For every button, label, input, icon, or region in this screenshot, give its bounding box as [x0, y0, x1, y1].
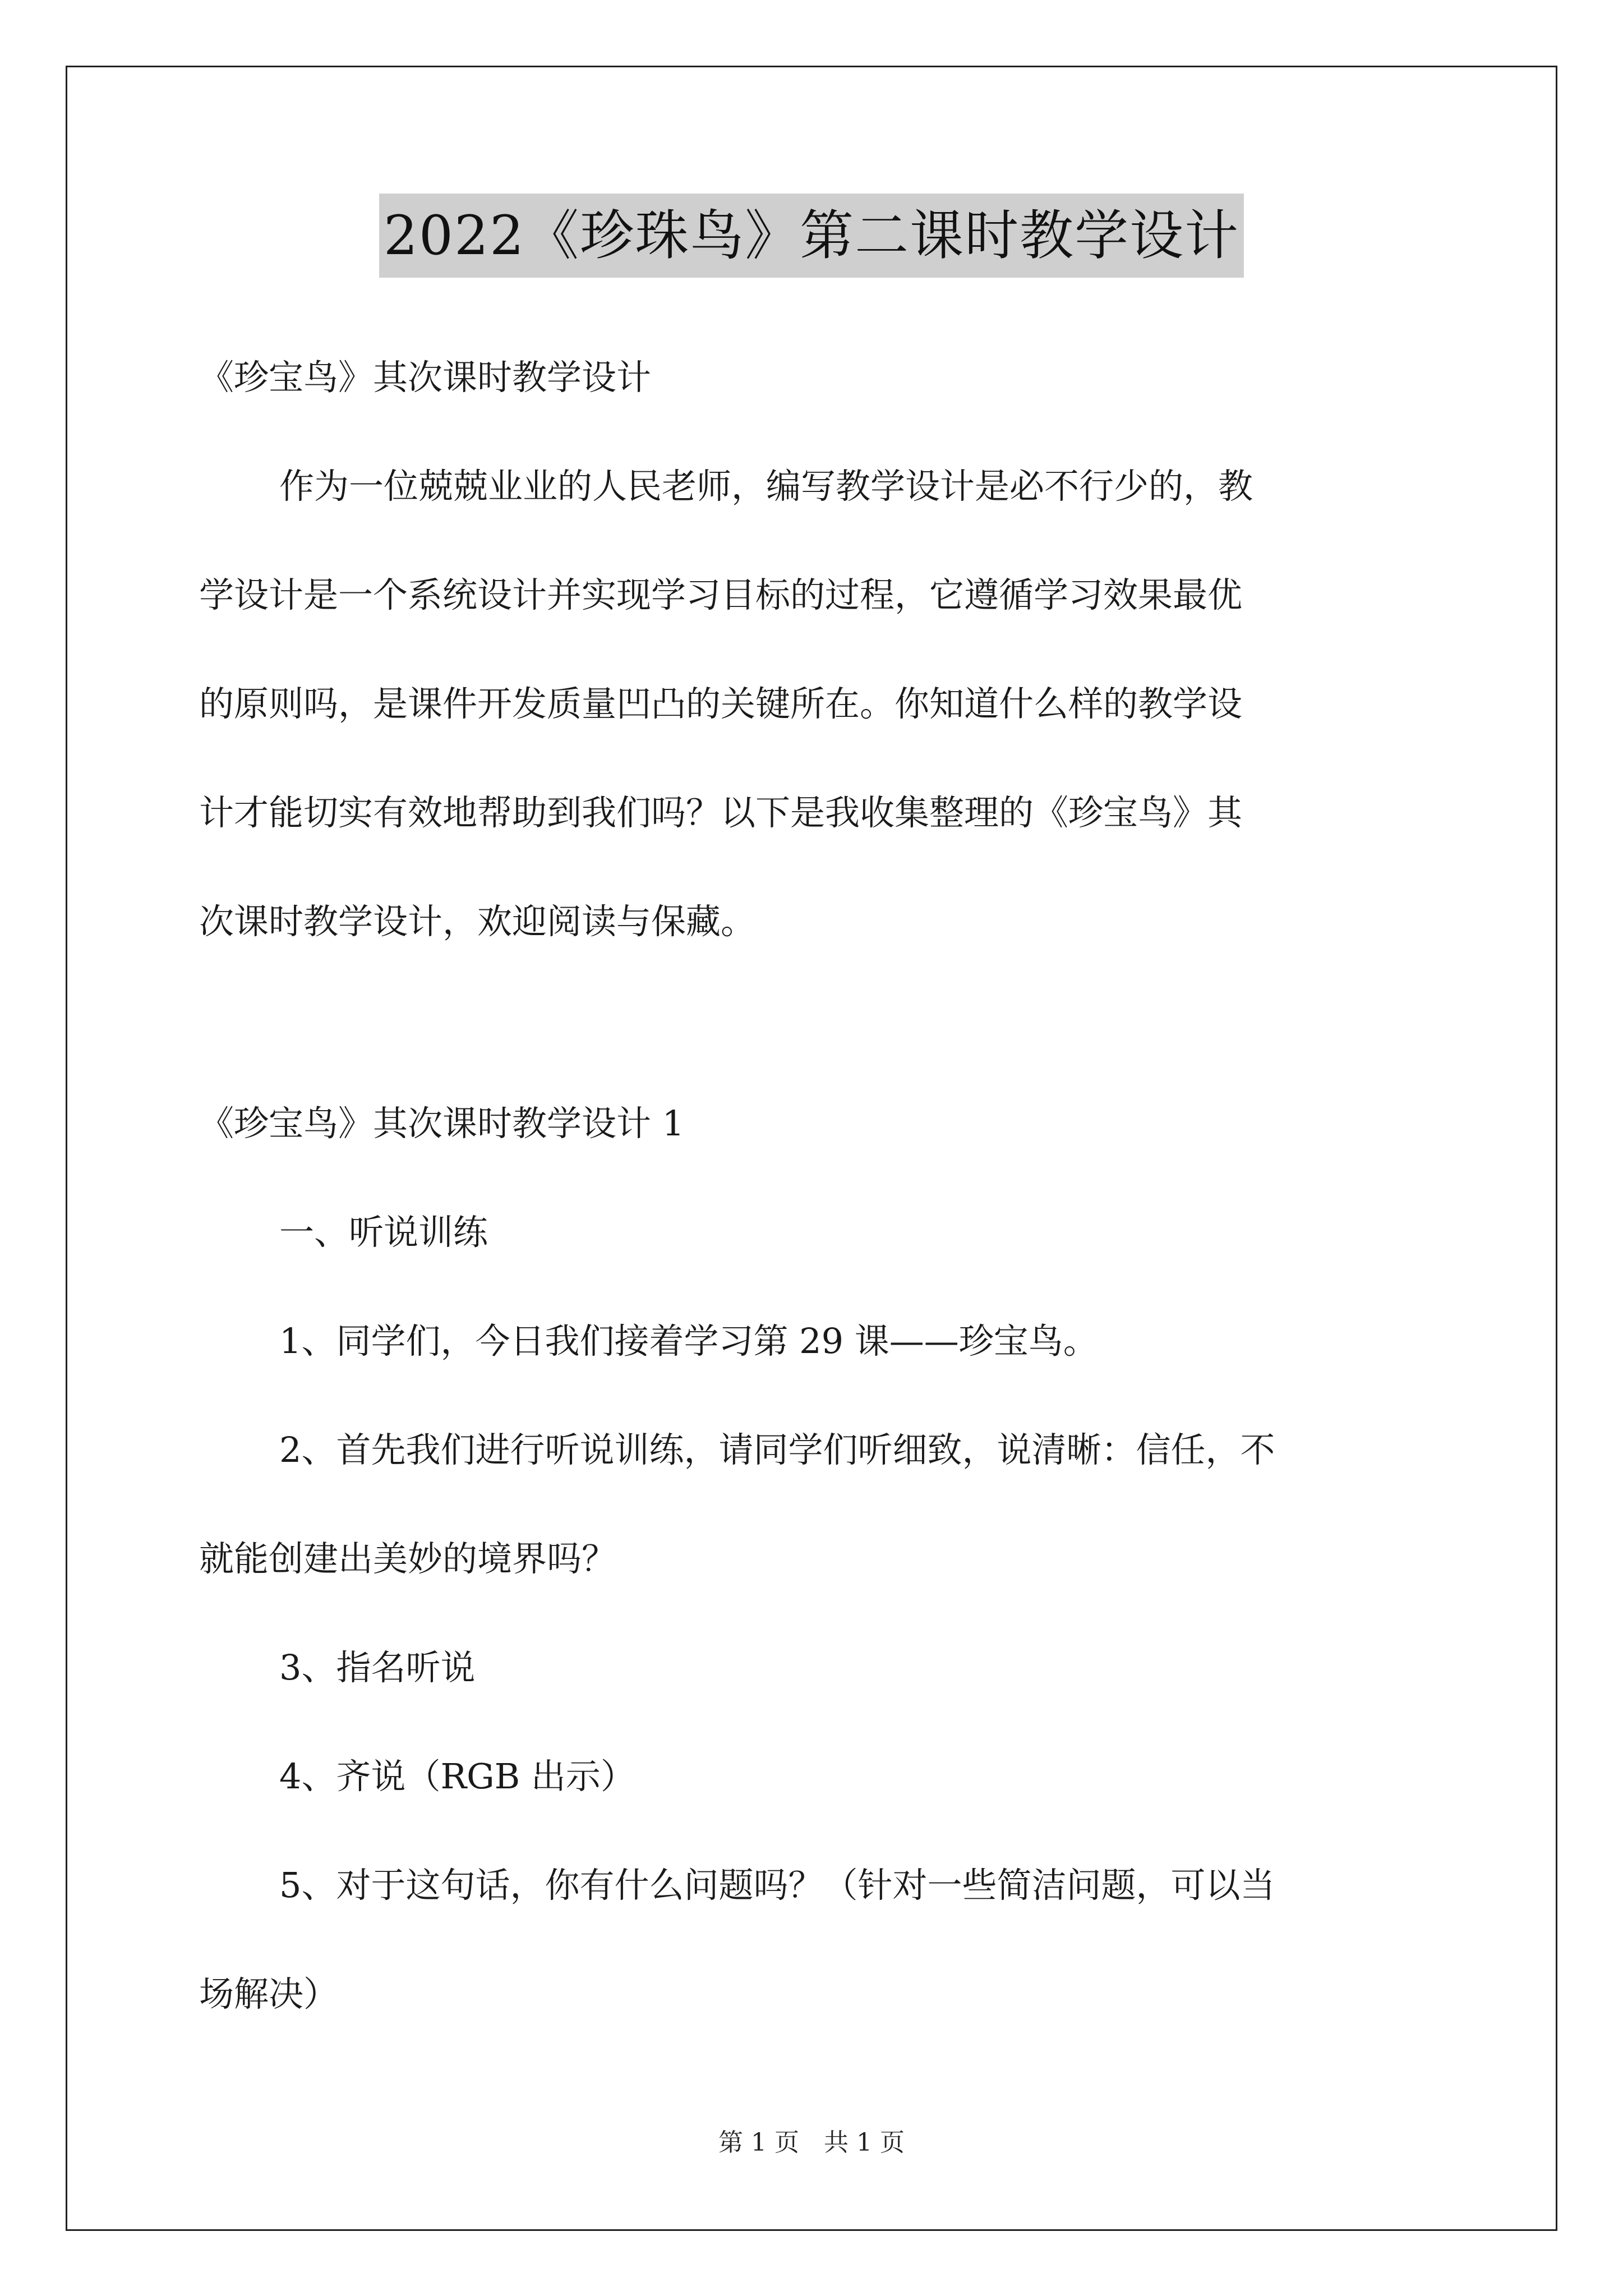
intro-line-2: 学设计是一个系统设计并实现学习目标的过程，它遵循学习效果最优 — [199, 574, 1243, 615]
page-footer: 第 1 页 共 1 页 — [718, 2128, 905, 2157]
list-item-4: 4、齐说（RGB 出示） — [279, 1756, 635, 1797]
intro-line-5: 次课时教学设计，欢迎阅读与保藏。 — [199, 901, 756, 942]
list-item-2-cont: 就能创建出美妙的境界吗？ — [199, 1538, 617, 1579]
list-item-5: 5、对于这句话，你有什么问题吗？（针对一些简洁问题，可以当 — [279, 1865, 1275, 1906]
title-container — [0, 194, 1623, 278]
list-item-5-cont: 场解决） — [199, 1973, 339, 2014]
list-item-2: 2、首先我们进行听说训练，请同学们听细致，说清晰：信任，不 — [279, 1429, 1275, 1470]
document-title: 2022《珍珠鸟》第二课时教学设计 — [379, 194, 1244, 278]
intro-line-1: 作为一位兢兢业业的人民老师，编写教学设计是必不行少的，教 — [279, 466, 1253, 507]
intro-line-3: 的原则吗，是课件开发质量凹凸的关键所在。你知道什么样的教学设 — [199, 683, 1243, 724]
section-heading: 《珍宝鸟》其次课时教学设计 1 — [199, 1103, 685, 1144]
item-heading: 一、听说训练 — [279, 1212, 488, 1253]
list-item-1: 1、同学们，今日我们接着学习第 29 课——珍宝鸟。 — [279, 1320, 1098, 1361]
intro-line-4: 计才能切实有效地帮助到我们吗？以下是我收集整理的《珍宝鸟》其 — [199, 792, 1243, 833]
document-subtitle: 《珍宝鸟》其次课时教学设计 — [199, 357, 652, 398]
list-item-3: 3、指名听说 — [279, 1647, 476, 1688]
